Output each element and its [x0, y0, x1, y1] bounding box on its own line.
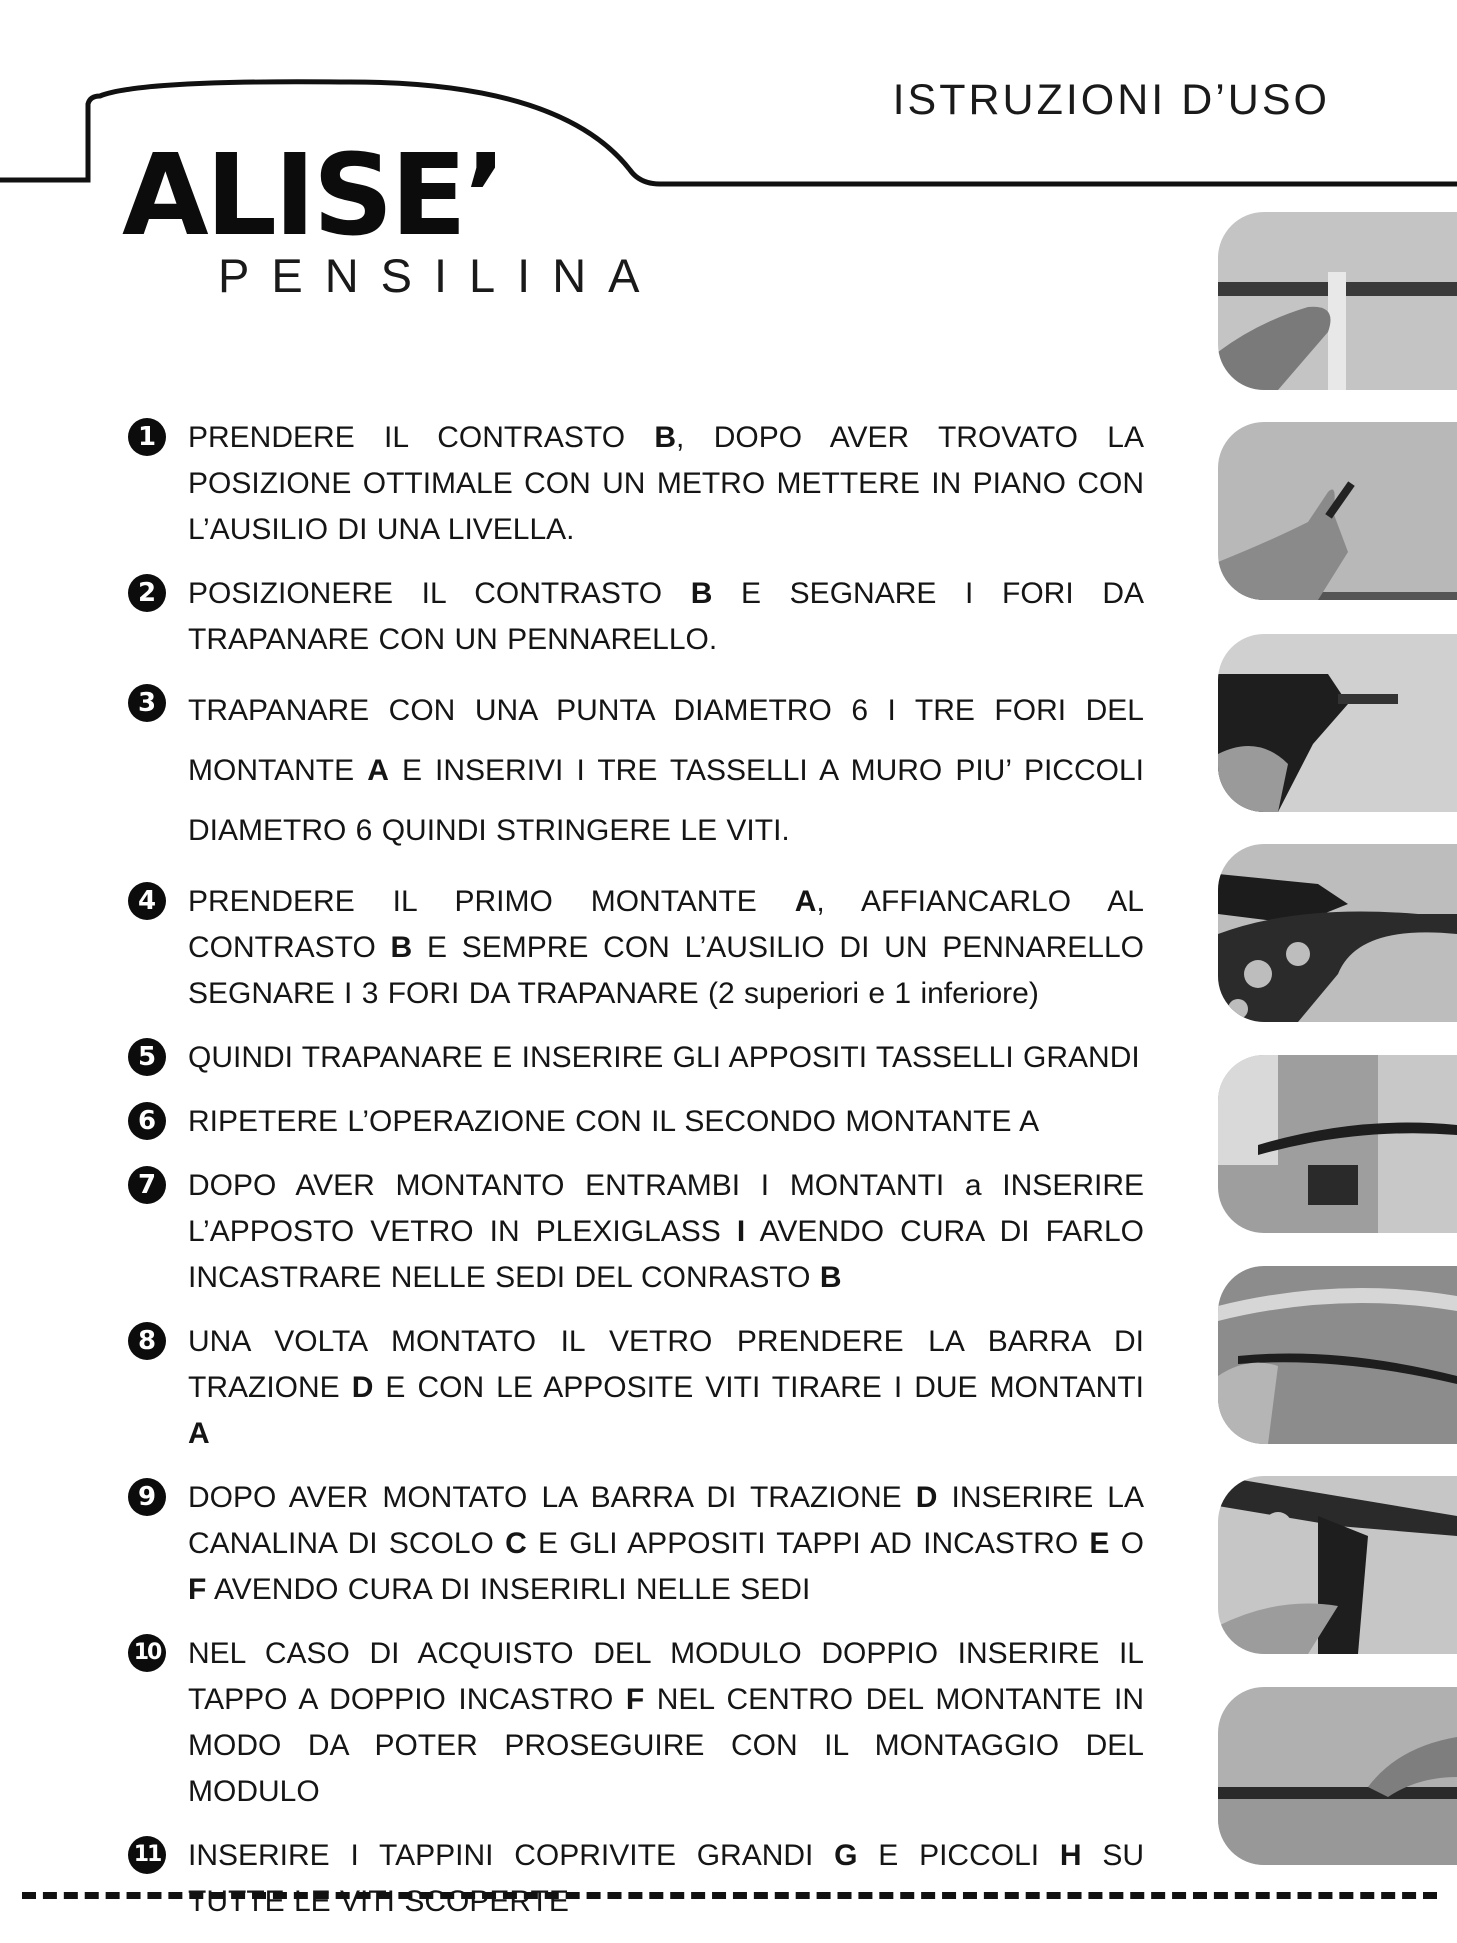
instruction-step: [128, 1319, 1144, 1457]
step-photo-caps: [1218, 1476, 1457, 1654]
instruction-step: [128, 1163, 1144, 1301]
step-text: UNA VOLTA MONTATO IL VETRO PRENDERE LA BARRA DI TRAZIONE D E CON LE APPOSITE VITI TIRARE I DUE MONTANTI A: [188, 1325, 1144, 1450]
step-number-badge: 2: [128, 574, 166, 612]
brand-logo-text: ALISE’: [122, 131, 504, 261]
step-number-badge: 10: [128, 1634, 166, 1672]
step-photo-drilling: [1218, 634, 1457, 812]
instruction-step: [128, 879, 1144, 1017]
step-text: DOPO AVER MONTATO LA BARRA DI TRAZIONE D INSERIRE LA CANALINA DI SCOLO C E GLI APPOSITI TAPPI AD INCASTRO E O F AVENDO CURA DI INSERIRLI NELLE SEDI: [188, 1481, 1145, 1606]
step-number-badge: 7: [128, 1166, 166, 1204]
step-text: TRAPANARE CON UNA PUNTA DIAMETRO 6 I TRE FORI DEL MONTANTE A E INSERIVI I TRE TASSELLI A MURO PIU’ PICCOLI DIAMETRO 6 QUINDI STRINGERE LE VITI.: [188, 694, 1144, 847]
step-text: NEL CASO DI ACQUISTO DEL MODULO DOPPIO INSERIRE IL TAPPO A DOPPIO INCASTRO F NEL CENTRO DEL MONTANTE IN MODO DA POTER PROSEGUIRE CON IL MONTAGGIO DEL MODULO: [188, 1637, 1145, 1808]
step-text: PRENDERE IL CONTRASTO B, DOPO AVER TROVATO LA POSIZIONE OTTIMALE CON UN METRO METTERE IN PIANO CON L’AUSILIO DI UNA LIVELLA.: [188, 421, 1144, 546]
instruction-step: [128, 1035, 1144, 1081]
instruction-step: [128, 415, 1144, 553]
step-photo-panel: [1218, 1055, 1457, 1233]
instruction-step: [128, 1833, 1144, 1925]
step-photo-measuring: [1218, 212, 1457, 390]
step-photo-upright: [1218, 844, 1457, 1022]
step-number-badge: 1: [128, 418, 166, 456]
step-text: POSIZIONERE IL CONTRASTO B E SEGNARE I FORI DA TRAPANARE CON UN PENNARELLO.: [188, 577, 1144, 656]
step-text: INSERIRE I TAPPINI COPRIVITE GRANDI G E PICCOLI H SU TUTTE LE VITI SCOPERTE: [188, 1839, 1144, 1918]
step-text: QUINDI TRAPANARE E INSERIRE GLI APPOSITI TASSELLI GRANDI: [188, 1041, 1140, 1074]
step-photo-screws: [1218, 1687, 1457, 1865]
step-text: DOPO AVER MONTANTO ENTRAMBI I MONTANTI a INSERIRE L’APPOSTO VETRO IN PLEXIGLASS I AVENDO CURA DI FARLO INCASTRARE NELLE SEDI DEL CONRASTO B: [188, 1169, 1144, 1294]
step-number-badge: 5: [128, 1038, 166, 1076]
product-subtitle: PENSILINA: [218, 249, 662, 302]
instruction-step: [128, 1099, 1144, 1145]
document-type-title: ISTRUZIONI D’USO: [892, 76, 1330, 124]
step-photo-bar: [1218, 1266, 1457, 1444]
step-text: RIPETERE L’OPERAZIONE CON IL SECONDO MONTANTE A: [188, 1105, 1040, 1138]
step-number-badge: 8: [128, 1322, 166, 1360]
instruction-step: [128, 571, 1144, 663]
step-text: PRENDERE IL PRIMO MONTANTE A, AFFIANCARLO AL CONTRASTO B E SEMPRE CON L’AUSILIO DI UN PENNARELLO SEGNARE I 3 FORI DA TRAPANARE (2 superiori e 1 inferiore): [188, 885, 1144, 1010]
step-number-badge: 4: [128, 882, 166, 920]
step-number-badge: 11: [128, 1836, 166, 1874]
step-photo-marking: [1218, 422, 1457, 600]
step-number-badge: 3: [128, 684, 166, 722]
footer-dashed-rule: [22, 1892, 1437, 1899]
instruction-step: [128, 1631, 1144, 1815]
instruction-step: [128, 681, 1144, 861]
instruction-step: [128, 1475, 1144, 1613]
step-number-badge: 6: [128, 1102, 166, 1140]
instruction-list: [128, 415, 1144, 1943]
step-number-badge: 9: [128, 1478, 166, 1516]
